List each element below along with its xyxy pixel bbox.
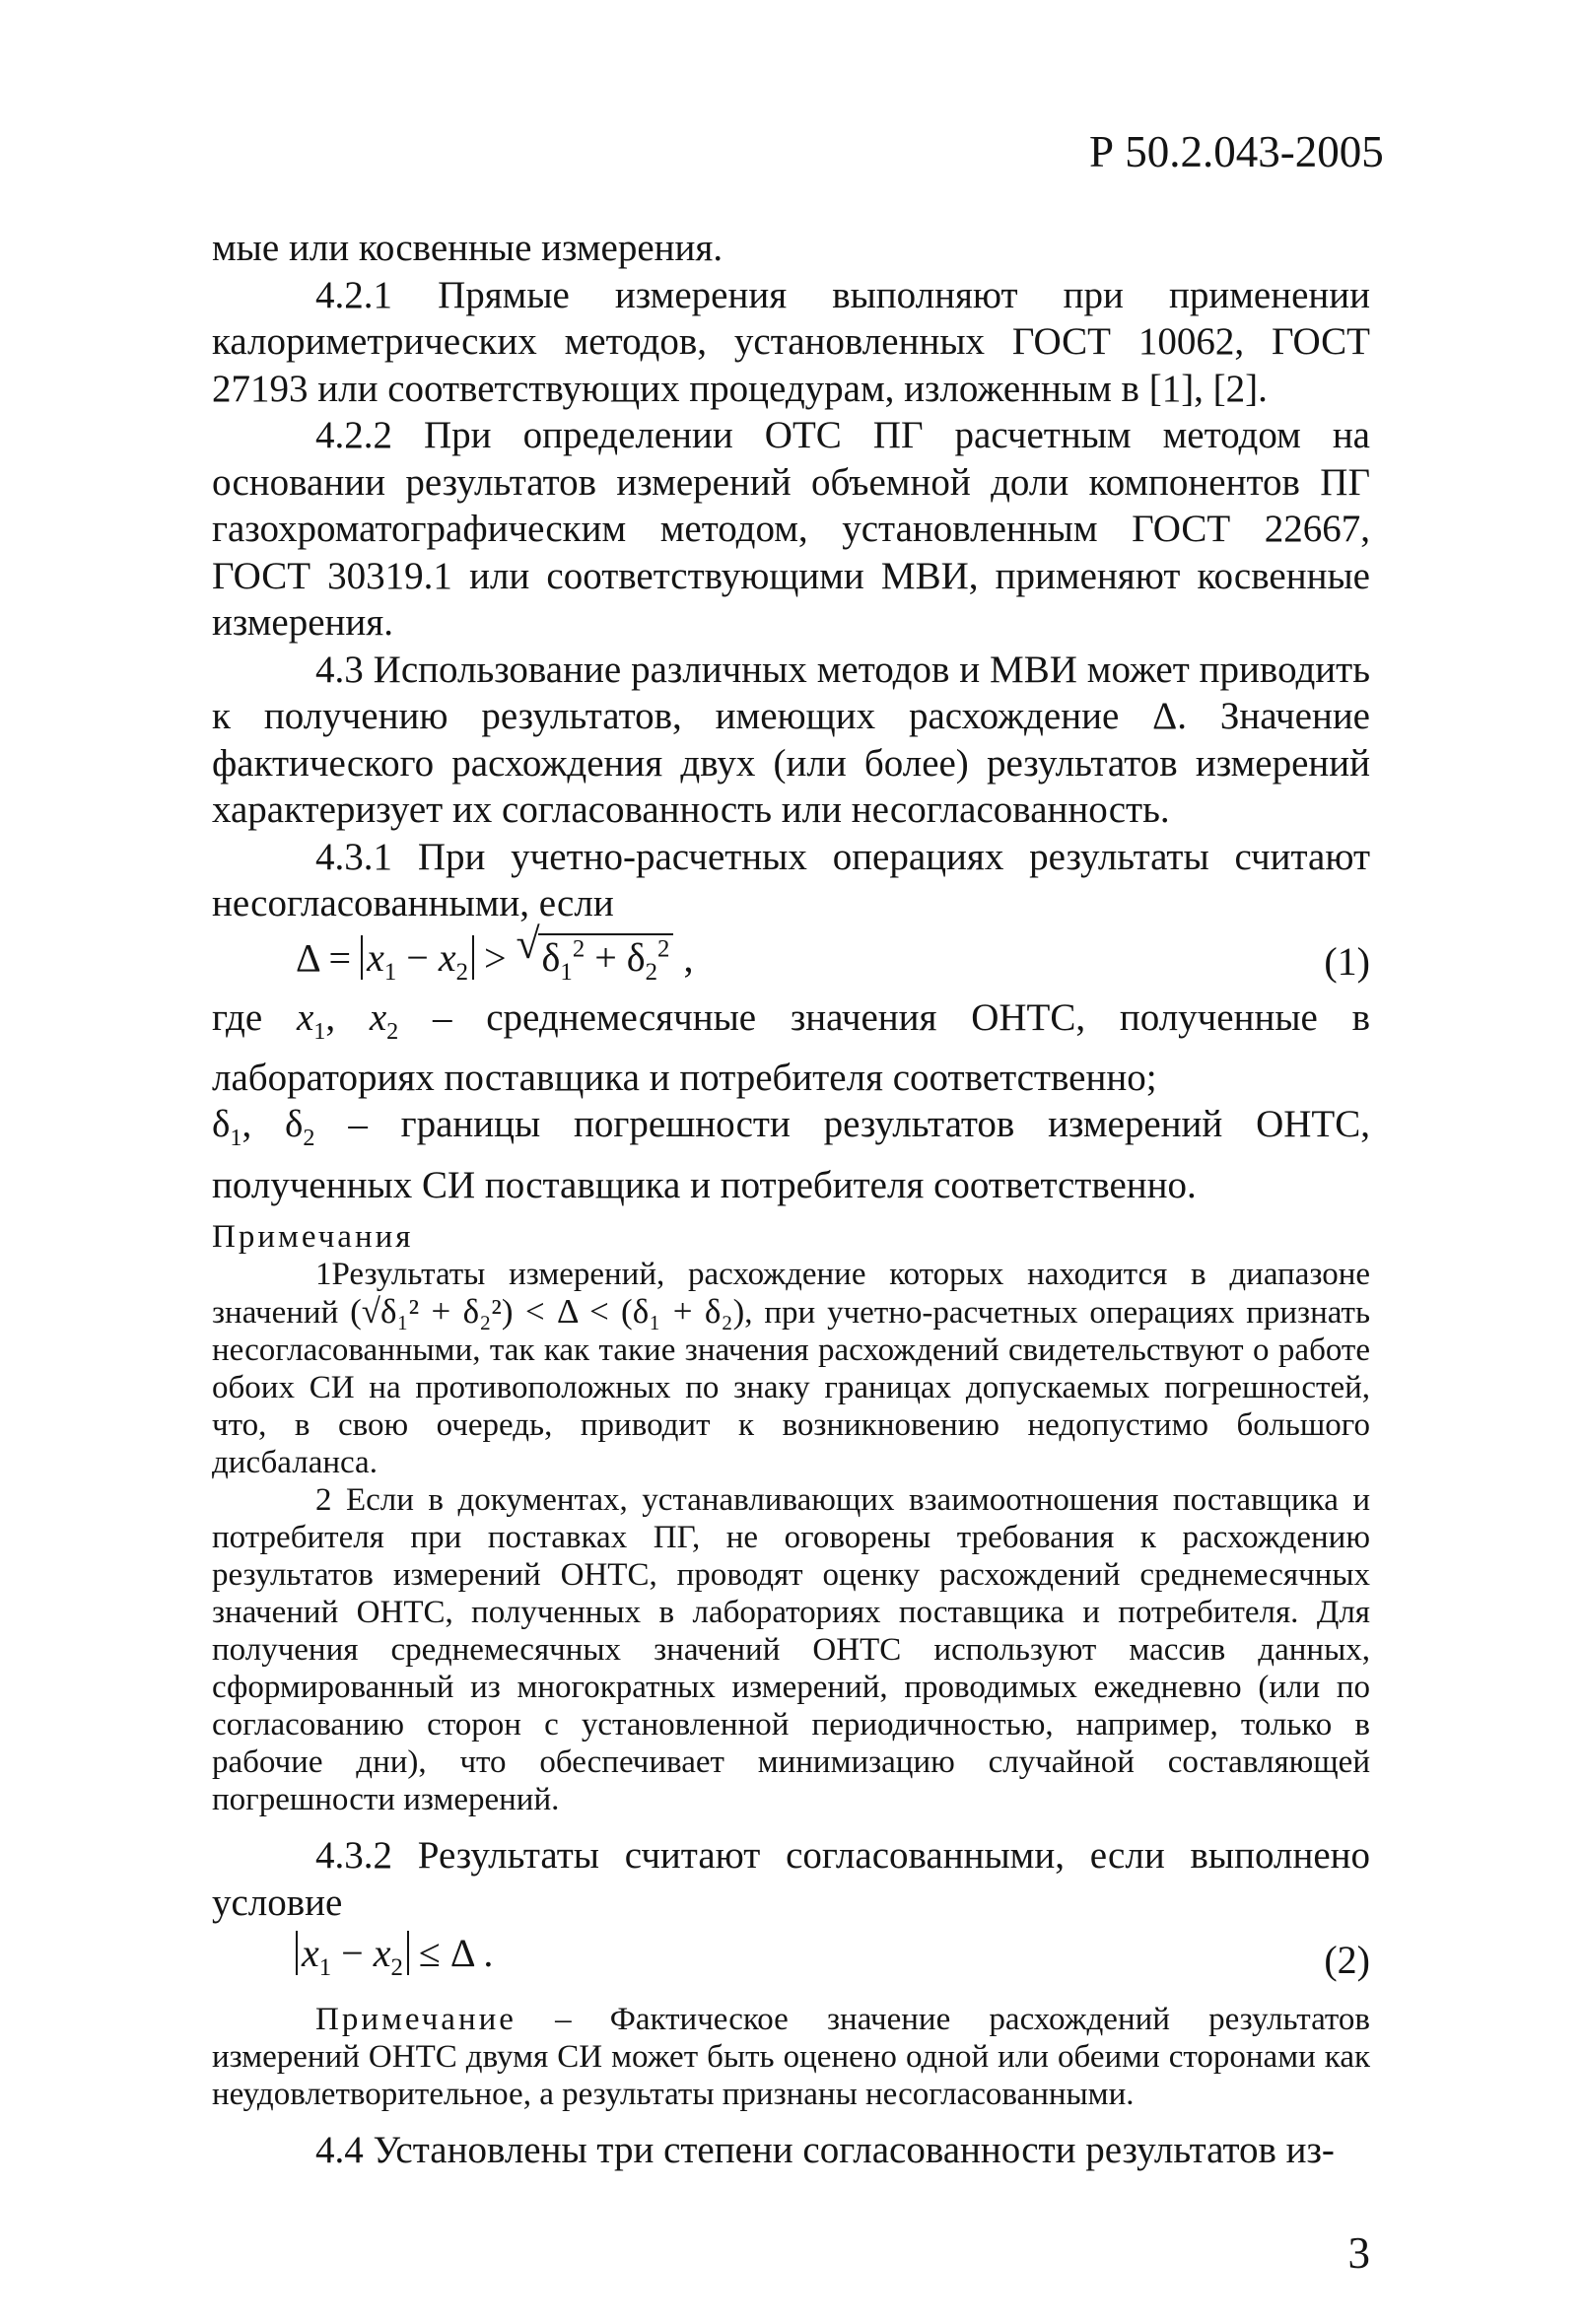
body-text bbox=[212, 225, 1370, 2174]
paragraph-4-4: 4.4 Установлены три степени согласованности результатов из- bbox=[315, 2129, 1335, 2172]
definition-delta: $\delta_1$, $\delta_2$ – границы погрешности результатов измерений ОНТС, полученных СИ поставщика и потребителя соответственно. bbox=[212, 1103, 1370, 1206]
formula-2-expression: $x_1 - x_2 \le \Delta$ . bbox=[296, 1930, 493, 1992]
formula-1-expression: $\Delta = x_1 - x_2$ > √ $\delta_1^2 + \delta_2^2$ , bbox=[296, 926, 693, 996]
formula-1 bbox=[212, 931, 1370, 992]
document-id: Р 50.2.043-2005 bbox=[1089, 127, 1384, 176]
page-number: 3 bbox=[1347, 2228, 1370, 2278]
notes-block bbox=[212, 1218, 1370, 1818]
paragraph-4-3-1: 4.3.1 При учетно-расчетных операциях результаты считают несогласованными, если bbox=[212, 835, 1370, 924]
formula-2-number: (2) bbox=[1324, 1938, 1370, 1983]
note-single-label: Примечание bbox=[315, 2002, 517, 2038]
paragraph-4-3-2: 4.3.2 Результаты считают согласованными, если выполнено условие bbox=[212, 1834, 1370, 1924]
note-1: 1Результаты измерений, расхождение которых находится в диапазоне значений (√δ₁² + δ₂²) < Δ < (δ₁ + δ₂), при учетно-расчетных операциях признать несогласованными, так как такие значения расхождений свидетельствуют о работе обоих СИ на противоположных по знаку границах допускаемых погрешностей, что, в свою очередь, приводит к возникновению недопустимо большого дисбаланса. bbox=[212, 1257, 1370, 1481]
paragraph-4-2-1: 4.2.1 Прямые измерения выполняют при применении калориметрических методов, установленных ГОСТ 10062, ГОСТ 27193 или соответствующих процедурам, изложенным в [1], [2]. bbox=[212, 273, 1370, 410]
formula-2 bbox=[212, 1930, 1370, 1991]
paragraph-4-2-2: 4.2.2 При определении ОТС ПГ расчетным методом на основании результатов измерений объемной доли компонентов ПГ газохроматографическим методом, установленным ГОСТ 22667, ГОСТ 30319.1 или соответствующими МВИ, применяют косвенные измерения. bbox=[212, 414, 1370, 644]
note-single: Примечание – Фактическое значение расхождений результатов измерений ОНТС двумя СИ может быть оценено одной или обеими сторонами как неудовлетворительное, а результаты признаны несогласованными. bbox=[212, 2002, 1370, 2113]
note-1-math: (√δ₁² + δ₂²) < Δ < (δ₁ + δ₂) bbox=[350, 1292, 745, 1332]
notes-heading: Примечания bbox=[212, 1219, 414, 1256]
formula-1-number: (1) bbox=[1324, 938, 1370, 984]
paragraph-continuation: мые или косвенные измерения. bbox=[212, 227, 724, 269]
paragraph-4-3: 4.3 Использование различных методов и МВИ может приводить к получению результатов, имеющих расхождение Δ. Значение фактического расхождения двух (или более) результатов измерений характеризует их согласованность или несогласованность. bbox=[212, 648, 1370, 831]
definition-x: где $x_1$, $x_2$ – среднемесячные значения ОНТС, полученные в лабораториях поставщика и потребителя соответственно; bbox=[212, 995, 1371, 1099]
note-2: 2 Если в документах, устанавливающих взаимоотношения поставщика и потребителя при поставках ПГ, не оговорены требования к расхождению результатов измерений ОНТС, проводят оценку расхождений среднемесячных значений ОНТС, полученных в лабораториях поставщика и потребителя. Для получения среднемесячных значений ОНТС используют массив данных, сформированный из многократных измерений, проводимых ежедневно (или по согласованию сторон с установленной периодичностью, например, только в рабочие дни), что обеспечивает минимизацию случайной составляющей погрешности измерений. bbox=[212, 1482, 1370, 1818]
note-single-block bbox=[212, 2001, 1370, 2113]
